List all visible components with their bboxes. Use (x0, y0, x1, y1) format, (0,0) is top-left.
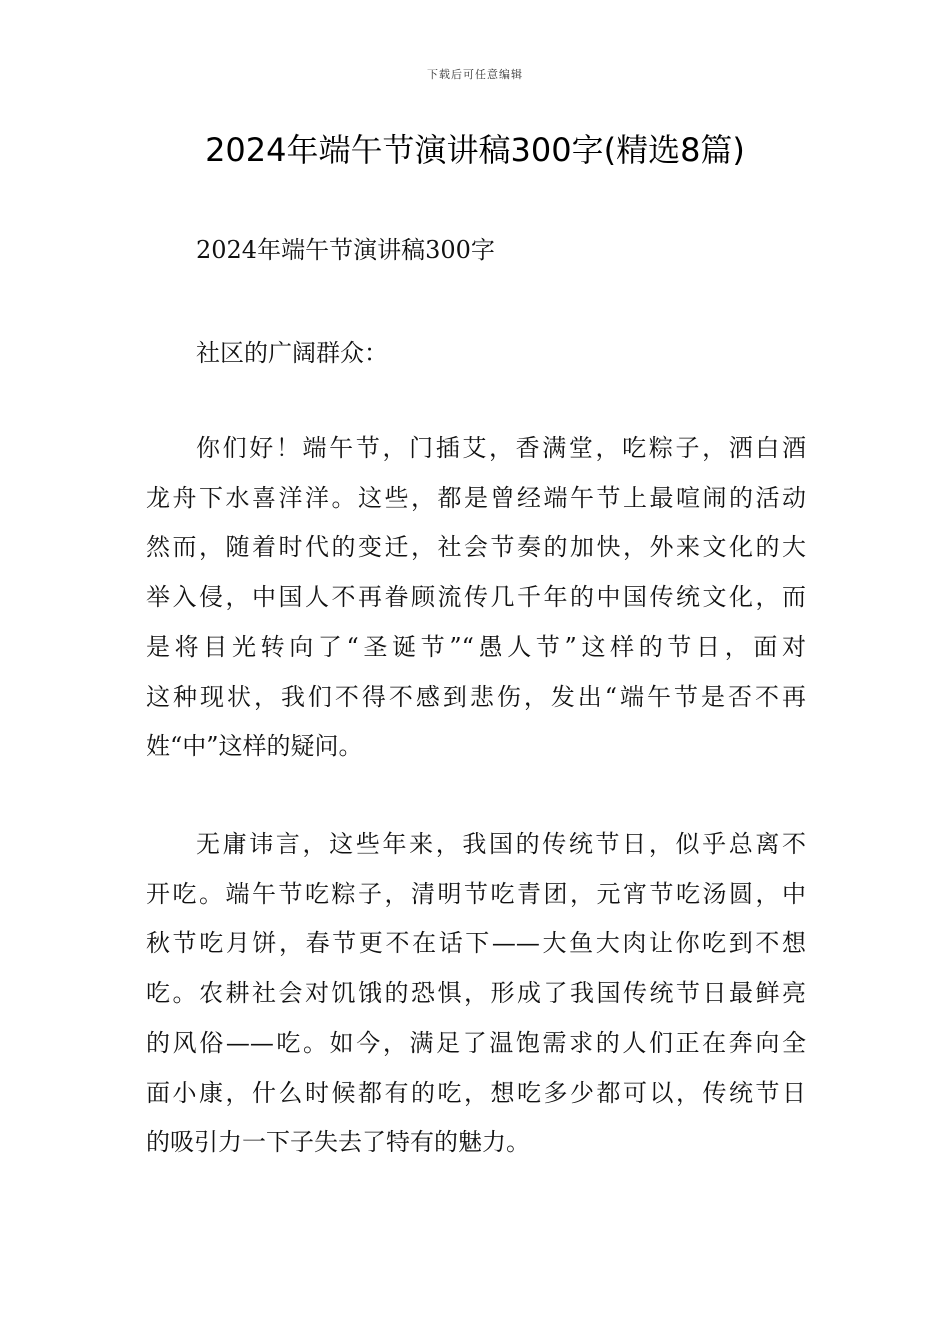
paragraph-line: 的吸引力一下子失去了特有的魅力。 (146, 1128, 530, 1157)
paragraph-line: 举入侵，中国人不再眷顾流传几千年的中国传统文化，而 (146, 583, 806, 612)
document-title: 2024年端午节演讲稿300字(精选8篇) (205, 131, 745, 169)
paragraph-line: 开吃。端午节吃粽子，清明节吃青团，元宵节吃汤圆，中 (146, 879, 806, 908)
paragraph-line: 面小康，什么时候都有的吃，想吃多少都可以，传统节日 (146, 1078, 806, 1107)
paragraph-line: 你们好！端午节，门插艾，香满堂，吃粽子，洒白酒 (196, 434, 806, 462)
paragraph-line: 姓“中”这样的疑问。 (146, 732, 363, 761)
paragraph-line: 秋节吃月饼，春节更不在话下——大鱼大肉让你吃到不想 (146, 929, 806, 958)
paragraph-line: 是将目光转向了“圣诞节”“愚人节”这样的节日，面对 (146, 632, 806, 661)
paragraph-line: 这种现状，我们不得不感到悲伤，发出“端午节是否不再 (146, 682, 806, 711)
speech-subtitle: 2024年端午节演讲稿300字 (196, 236, 495, 264)
paragraph-line: 龙舟下水喜洋洋。这些，都是曾经端午节上最喧闹的活动 (146, 483, 806, 512)
header-note: 下载后可任意编辑 (427, 68, 523, 81)
paragraph-line: 的风俗——吃。如今，满足了温饱需求的人们正在奔向全 (146, 1028, 806, 1057)
paragraph-line: 然而，随着时代的变迁，社会节奏的加快，外来文化的大 (146, 533, 806, 562)
paragraph-1 (146, 424, 806, 772)
paragraph-line: 无庸讳言，这些年来，我国的传统节日，似乎总离不 (196, 830, 806, 858)
paragraph-2 (146, 820, 806, 1168)
paragraph-line: 吃。农耕社会对饥饿的恐惧，形成了我国传统节日最鲜亮 (146, 979, 806, 1008)
greeting: 社区的广阔群众： (196, 339, 388, 367)
